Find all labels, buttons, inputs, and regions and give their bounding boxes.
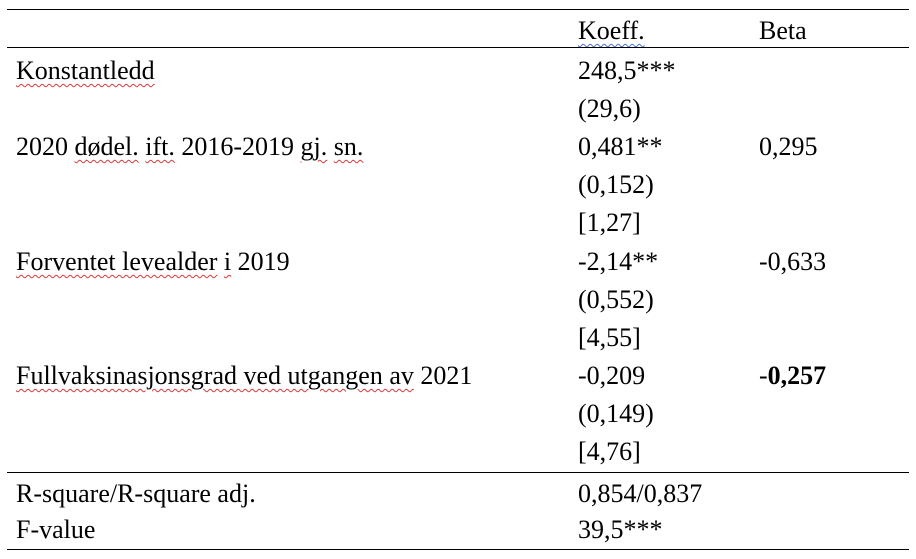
row-se-levealder: (0,552) <box>578 285 654 314</box>
row-se-vaksinasjon: (0,149) <box>578 399 654 428</box>
row-beta-dodelighet: 0,295 <box>759 132 818 161</box>
header-koeff: Koeff. <box>578 16 645 45</box>
row-coef-dodelighet: 0,481** <box>578 132 663 161</box>
row-coef-vaksinasjon: -0,209 <box>578 361 646 390</box>
row-vif-dodelighet: [1,27] <box>578 208 641 237</box>
bottom-rule <box>7 549 909 550</box>
row-beta-levealder: -0,633 <box>759 247 827 276</box>
row-coef-levealder: -2,14** <box>578 247 659 276</box>
row-vif-vaksinasjon: [4,76] <box>578 437 641 466</box>
row-se-dodelighet: (0,152) <box>578 170 654 199</box>
row-coef-konstantledd: 248,5*** <box>578 56 676 85</box>
footer-rule <box>7 472 909 473</box>
row-vif-levealder: [4,55] <box>578 323 641 352</box>
footer-value-rsquare: 0,854/0,837 <box>578 479 703 508</box>
row-label-levealder: Forventet levealder i 2019 <box>16 247 290 276</box>
top-rule <box>7 9 909 10</box>
row-beta-vaksinasjon: -0,257 <box>759 361 827 390</box>
row-label-dodelighet: 2020 dødel. ift. 2016-2019 gj. sn. <box>16 132 364 161</box>
row-label-konstantledd: Konstantledd <box>16 56 155 85</box>
row-se-konstantledd: (29,6) <box>578 94 641 123</box>
header-rule <box>7 47 909 48</box>
footer-label-fvalue: F-value <box>16 515 96 544</box>
footer-value-fvalue: 39,5*** <box>578 515 663 544</box>
footer-label-rsquare: R-square/R-square adj. <box>16 479 256 508</box>
row-label-vaksinasjon: Fullvaksinasjonsgrad ved utgangen av 2021 <box>16 361 473 390</box>
header-beta: Beta <box>759 16 807 45</box>
